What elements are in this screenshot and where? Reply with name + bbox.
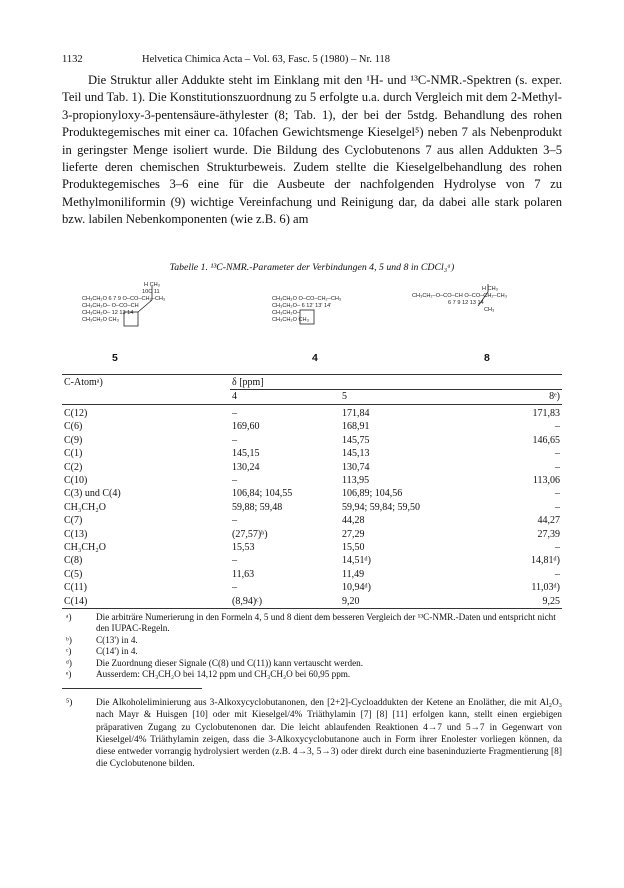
table-row: [62, 435, 562, 447]
structure-8: [412, 282, 562, 345]
cell-4: –: [232, 475, 237, 486]
cell-5: 106,89; 104,56: [342, 488, 403, 500]
structure-4-text: CH₃CH₂O O–CO–CH₂–CH₃ CH₃CH₂O– 6 12' 13' 14' CH₃CH₂O– CH₃CH₂O CH₃: [272, 296, 342, 323]
table-subheader-row: [62, 391, 562, 403]
footnote-mark: ⁵): [66, 698, 73, 708]
cell-atom: C(12): [64, 408, 88, 419]
table-rule-bottom: [62, 608, 562, 609]
cell-8: –: [555, 448, 560, 460]
cell-8: –: [555, 542, 560, 553]
cell-4: 15,53: [232, 542, 255, 553]
cell-4: –: [232, 555, 237, 567]
cell-8: 44,27: [537, 515, 560, 527]
table-rule-top: [62, 374, 562, 375]
cell-5: 113,95: [342, 475, 370, 486]
cell-8: 9,25: [542, 595, 560, 607]
col-header-delta: δ [ppm]: [232, 377, 264, 388]
cell-8: 27,39: [537, 528, 560, 540]
table-notes: [62, 612, 562, 680]
cell-8: –: [555, 488, 560, 500]
table-note: ᵈ) Die Zuordnung dieser Signale (C(8) und C(11)) kann vertauscht werden.: [66, 657, 364, 668]
table-row: [62, 502, 562, 514]
table-row: [62, 569, 562, 581]
table-row: [62, 542, 562, 554]
cell-8: 171,83: [532, 408, 560, 419]
nmr-table: [62, 374, 562, 609]
compound-label-4: 4: [312, 352, 318, 364]
cell-8: 113,06: [532, 475, 560, 486]
col-header-5: 5: [342, 391, 347, 402]
table-row: [62, 555, 562, 567]
cell-atom: CH₃CH₂O: [64, 542, 106, 553]
cell-5: 44,28: [342, 515, 365, 527]
footnote-rule: [62, 688, 202, 689]
cell-8: –: [555, 568, 560, 580]
table-row: [62, 475, 562, 487]
table-note: ᵇ) C(13') in 4.: [66, 634, 138, 645]
table-row: [62, 448, 562, 460]
table-rule-mid: [62, 404, 562, 405]
cell-atom: C(11): [64, 582, 87, 594]
cell-4: –: [232, 582, 237, 594]
running-title: Helvetica Chimica Acta – Vol. 63, Fasc. 5 (1980) – Nr. 118: [142, 54, 390, 65]
cell-5: 130,74: [342, 461, 370, 473]
cell-atom: C(7): [64, 515, 83, 527]
table-row: [62, 421, 562, 433]
table-note: ᶜ) C(14') in 4.: [66, 646, 138, 657]
page-number: 1132: [62, 54, 83, 65]
table-caption: Tabelle 1. ¹³C-NMR.-Parameter der Verbindungen 4, 5 und 8 in CDCl₃ᵃ): [169, 262, 455, 273]
cell-5: 27,29: [342, 528, 365, 540]
cell-4: 106,84; 104,55: [232, 488, 293, 500]
compound-label-5: 5: [112, 352, 118, 364]
table-row: [62, 462, 562, 474]
table-note: ᵉ) Ausserdem: CH₃CH₂O bei 14,12 ppm und CH₃CH₂O bei 60,95 ppm.: [66, 669, 351, 680]
structure-8-text: H CH₃ CH₃CH₂–O–CO–CH O–CO–CH₂–CH₃ 6 7 9 12 13 14 CH₃: [412, 286, 507, 313]
cell-4: –: [232, 515, 237, 527]
table-row: [62, 515, 562, 527]
body-paragraph: Die Struktur aller Addukte steht im Einklang mit den ¹H- und ¹³C-NMR.-Spektren (s. exper. Teil und Tab. 1). Die Konstitutionszuordnung zu 5 erfolgte u.a. durch Vergleich mit dem 2-Methyl-3-propionyloxy-3-pentensäure-äthylester (8; Tab. 1), der bei der 5stdg. Behandlung des rohen Produktegemisches mit einer ca. 10fachen Gewichtsmenge Kieselgel⁵) neben 7 als Nebenprodukt in geringster Menge isoliert wurde. Die Bildung des Cyclobutenons 7 aus allen Addukten 3–5 lieferte deren chemischen Strukturbeweis. Zudem stellte die Kieselgelbehandlung des rohen Produktegemisches 3–6 eine für die Ausbeute der nachfolgenden Hydrolyse von 7 zu Methylmoniliformin (9) wichtige Vereinfachung und Reinigung dar, da dabei alle stark polaren bzw. labilen Nebenkomponenten (wie z.B. 6) am: [62, 73, 562, 227]
cell-4: 130,24: [232, 461, 260, 473]
cell-atom: C(3) und C(4): [64, 488, 121, 500]
cell-4: 59,88; 59,48: [232, 501, 283, 513]
cell-8: 14,81ᵈ): [531, 555, 560, 567]
table-row: [62, 408, 562, 420]
footnote-5: [62, 697, 562, 771]
cell-4: –: [232, 434, 237, 446]
footnote-text: Die Alkoholeliminierung aus 3-Alkoxycyclobutanonen, den [2+2]-Cycloaddukten der Ketene an Enoläther, die mit Al₂O₃ nach Mayr & Huisgen [10] oder mit Kieselgel/4% Triäthylamin [7] [8] [11] erfolgen kann, stellt einen ergiebigen präparativen Zugang zu Cyclobutenonen dar. Die leicht ablaufenden Reaktionen 4→7 und 5→7 in Gegenwart von Kieselgel/4% Triäthylamin zeigen, dass die 3-Alkoxycyclobutanone auch in Form ihrer Enolester vorliegen können, da diese entweder vorrangig hydrolysiert werden (z.B. 4→3, 5→3) oder direkt durch eine baseninduzierte Fragmentierung [8] die Cyclobutenone bilden.: [96, 698, 562, 770]
cell-atom: C(14): [64, 595, 88, 607]
structure-5: [82, 282, 212, 357]
table-header-row: [62, 377, 562, 389]
cell-atom: C(5): [64, 568, 83, 580]
cell-8: 146,65: [532, 434, 560, 446]
cell-5: 9,20: [342, 595, 360, 607]
cell-5: 11,49: [342, 568, 365, 580]
cell-5: 10,94ᵈ): [342, 582, 371, 594]
cell-atom: C(2): [64, 461, 83, 473]
structure-4: [272, 296, 352, 359]
cell-5: 168,91: [342, 421, 370, 433]
cell-8: –: [555, 421, 560, 433]
cell-5: 59,94; 59,84; 59,50: [342, 501, 421, 513]
cell-4: 145,15: [232, 448, 260, 460]
cell-5: 145,75: [342, 434, 370, 446]
cell-8: 11,03ᵈ): [531, 582, 560, 594]
cell-atom: C(10): [64, 475, 88, 486]
cell-5: 171,84: [342, 408, 370, 419]
cell-5: 14,51ᵈ): [342, 555, 371, 567]
cell-4: (27,57)ᵇ): [232, 528, 268, 540]
cell-8: –: [555, 501, 560, 513]
cell-atom: C(1): [64, 448, 83, 460]
cell-5: 15,50: [342, 542, 365, 553]
cell-5: 145,13: [342, 448, 370, 460]
cell-8: –: [555, 461, 560, 473]
cell-4: –: [232, 408, 237, 419]
compound-label-8: 8: [484, 352, 490, 364]
cell-atom: C(6): [64, 421, 83, 433]
cell-4: (8,94)ᶜ): [232, 595, 263, 607]
body-text: [62, 72, 562, 229]
cell-atom: C(13): [64, 528, 88, 540]
cell-4: 11,63: [232, 568, 255, 580]
table-row: [62, 582, 562, 594]
table-row: [62, 596, 562, 608]
col-header-8: 8ᵉ): [549, 391, 560, 402]
cell-atom: C(9): [64, 434, 83, 446]
cell-atom: CH₃CH₂O: [64, 501, 106, 513]
col-header-4: 4: [232, 391, 237, 402]
table-row: [62, 488, 562, 500]
table-rule-delta: [230, 389, 562, 390]
structure-formulas: [62, 282, 562, 374]
col-header-atom: C-Atomᵃ): [64, 377, 103, 388]
cell-4: 169,60: [232, 421, 260, 433]
cell-atom: C(8): [64, 555, 83, 567]
table-note: ᵃ) Die arbiträre Numerierung in den Formeln 4, 5 und 8 dient dem besseren Vergleich der ¹³C-NMR.-Daten und entspricht nicht den IUPAC-Regeln.: [66, 612, 556, 634]
table-row: [62, 529, 562, 541]
structure-5-text: H CH₃ 10C 11 CH₃CH₂O 6 7 9 O–CO–CH₂–CH₃ CH₃CH₂O– O–CO–CH CH₃CH₂O– 12 13 14 CH₃CH₂O CH₃: [82, 282, 166, 323]
